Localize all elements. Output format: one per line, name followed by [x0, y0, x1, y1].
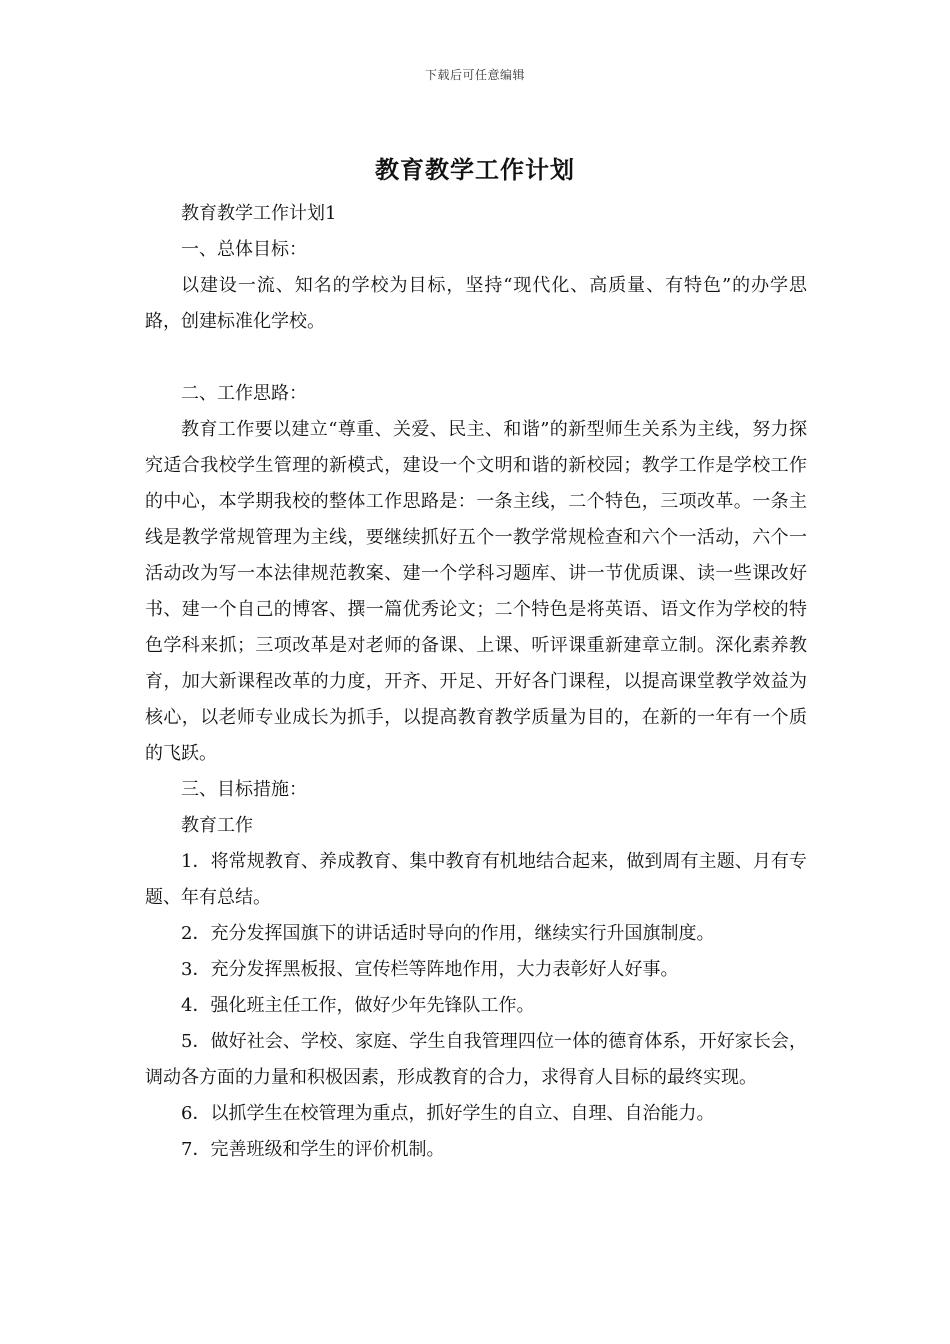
paragraph-goals: 以建设一流、知名的学校为目标，坚持“现代化、高质量、有特色”的办学思路，创建标准化学校。	[145, 275, 807, 332]
list-item: 4．强化班主任工作，做好少年先锋队工作。	[181, 995, 535, 1016]
blank-line	[145, 340, 807, 376]
section-heading-goals: 一、总体目标：	[181, 239, 307, 260]
list-item: 3．充分发挥黑板报、宣传栏等阵地作用，大力表彰好人好事。	[181, 959, 679, 980]
list-item: 7．完善班级和学生的评价机制。	[181, 1139, 445, 1160]
document-body	[145, 196, 807, 1168]
list-item: 6．以抓学生在校管理为重点，抓好学生的自立、自理、自治能力。	[181, 1103, 715, 1124]
document-title: 教育教学工作计划	[375, 155, 575, 184]
subtitle-paragraph: 教育教学工作计划1	[181, 203, 337, 224]
paragraph-approach: 教育工作要以建立“尊重、关爱、民主、和谐”的新型师生关系为主线，努力探究适合我校学生管理的新模式，建设一个文明和谐的新校园；教学工作是学校工作的中心，本学期我校的整体工作思路是：一条主线，二个特色，三项改革。一条主线是教学常规管理为主线，要继续抓好五个一教学常规检查和六个一活动，六个一活动改为写一本法律规范教案、建一个学科习题库、讲一节优质课、读一些课改好书、建一个自己的博客、撰一篇优秀论文；二个特色是将英语、语文作为学校的特色学科来抓；三项改革是对老师的备课、上课、听评课重新建章立制。深化素养教育，加大新课程改革的力度，开齐、开足、开好各门课程，以提高课堂教学效益为核心，以老师专业成长为抓手，以提高教育教学质量为目的，在新的一年有一个质的飞跃。	[145, 419, 807, 764]
header-note: 下载后可任意编辑	[424, 68, 525, 82]
section-heading-measures: 三、目标措施：	[181, 779, 307, 800]
list-item: 1．将常规教育、养成教育、集中教育有机地结合起来，做到周有主题、月有专题、年有总结。	[145, 851, 807, 908]
list-item: 5．做好社会、学校、家庭、学生自我管理四位一体的德育体系，开好家长会，调动各方面的力量和积极因素，形成教育的合力，求得育人目标的最终实现。	[145, 1031, 807, 1088]
list-item: 2．充分发挥国旗下的讲话适时导向的作用，继续实行升国旗制度。	[181, 923, 715, 944]
subheading-education-work: 教育工作	[181, 815, 253, 836]
section-heading-approach: 二、工作思路：	[181, 383, 307, 404]
